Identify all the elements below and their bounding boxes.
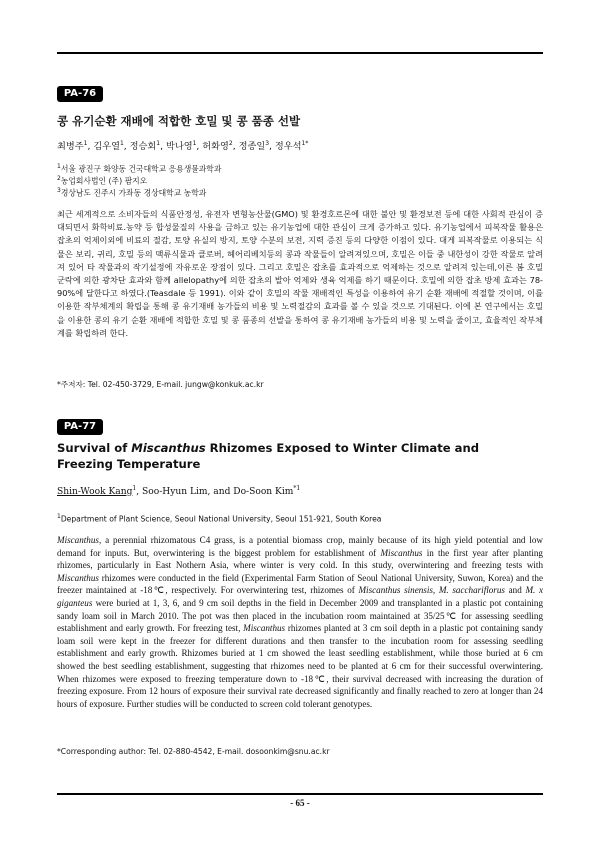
author: 김우열 [93, 141, 120, 152]
affiliation: $^2$농업회사법인 (주) 팜지오 [57, 175, 148, 186]
abstract-body: Miscanthus, a perennial rhizomatous C4 grass, is a potential biomass crop, mainly because of its high yield potential and low demand for inputs. But, overwintering is the biggest problem for establishment of Miscanthus in the first year after planting rhizomes, particularly in East Nothern Asia, where winter is very cold. In this study, overwintering and freezing tests with Miscanthus rhizomes were conducted in the field (Experimental Farm Station of Seoul National University, Suwon, Korea) and the freezer maintained at -18℃, respectively. For overwintering test, rhizomes of Miscanthus sinensis, M. sacchariflorus and M. x giganteus were buried at 1, 3, 6, and 9 cm soil depths in the field in December 2009 and transplanted in a plastic pot containing sandy loam soil in March 2010. The pot was then placed in the incubation room maintained at 35/25℃ for assessing seedling establishment and early growth. For freezing test, Miscanthus rhizomes planted at 3 cm soil depth in a plastic pot containing sandy loam soil were kept in the freezer for different durations and then transfer to the incubation room for assessing seedling establishment and early growth. Rhizomes buried at 1 cm showed the least seedling establishment, while those buried at 6 cm showed the best seedling establishment, suggesting that rhizomes need to be planted at 6 cm for their successful overwintering. When rhizomes were exposed to freezing temperature down to -18℃, their survival decreased with increasing the duration of freezing exposure. From 12 hours of exposure their survival rate decreased significantly and finally reached to zero at longer than 24 hours of exposure. Further studies will be conducted to screen cold tolerant genotypes. [57, 535, 544, 709]
corresponding-email: *Corresponding author: Tel. 02-880-4542, E-mail. dosoonkim@snu.ac.kr [57, 747, 330, 756]
affiliation: $^1$서울 광진구 화양동 건국대학교 응용생물과학과 [57, 163, 222, 174]
affiliation: $^1$Department of Plant Science, Seoul National University, Seoul 151-921, South Korea [57, 513, 382, 524]
author: 최병주 [57, 141, 84, 152]
abstract-title: 콩 유기순환 재배에 적합한 호밀 및 콩 품종 선발 [57, 114, 301, 128]
author-list: Shin-Wook Kang$^1$, Soo-Hyun Lim, and Do-Soon Kim$^{*1}$ [57, 485, 301, 498]
author: 정승회 [129, 141, 157, 152]
presenting-author: Shin-Wook Kang [57, 487, 133, 498]
author: 허화영 [202, 141, 229, 152]
bottom-rule [57, 793, 543, 795]
abstract-body: 최근 세계적으로 소비자들의 식품안정성, 유전자 변형농산물(GMO) 및 환경호르몬에 대한 불안 및 환경보전 등에 대한 사회적 관심이 증대되면서 화학비료․농약 등 합성물질의 사용을 금하고 있는 유기농업에 대한 관심이 크게 증가하고 있다. 유기농업에서 피복작물 활용은 잡초의 억제이외에 비료의 절감, 토양 유실의 방지, 토양 수분의 보전, 지력 증진 등의 다양한 이점이 있다. 대게 피복작물로 이용되는 식물은 보리, 귀리, 호밀 등의 맥류식물과 클로버, 헤어리베치등의 콩과 작물들이 알려져있으며, 호밀은 이들 중 내한성이 강한 작물로 알려져 있어 타 작물과의 작기설정에 자유로운 장점이 있다. 그리고 호밀은 잡초를 효과적으로 억제하는 것으로 알려져 있는데,이른 봄 호밀 군락에 의한 광차단 효과와 함께 allelopathy에 의한 잡초의 발아 억제와 생육 억제를 하기 때문이다. 호밀에 의한 잡초 방제 효과는 78-90%에 달한다고 하였다.(Teasdale 등 1991). 이와 같이 호밀의 작물 재배적인 특성을 이용하여 유기 순환 재배에 적절할 것이며, 이를 이용한 작부체계의 확립을 통해 콩 유기재배 농가들의 비용 및 노력절감의 효과를 볼 수 있을 것으로 기대된다. 이에 본 연구에서는 호밀을 이용한 콩의 유기 순환 재배에 적합한 호밀 및 콩 품종의 선발을 통하여 콩 유기재배 농가들의 비용 및 노력을 줄이고, 효율적인 작부체계를 확립하려 한다. [57, 209, 543, 338]
author-list: 최병주$^1$, 김우열$^1$, 정승회$^1$, 박나영$^1$, 허화영$^2$, 정종일$^3$, 정우석$^{1*}$ [57, 139, 309, 152]
page-number: - 65 - [290, 798, 310, 808]
author: 정우석 [274, 141, 302, 152]
corresponding-email: *주저자: Tel. 02-450-3729, E-mail. jungw@konkuk.ac.kr [57, 380, 264, 389]
affiliation: $^3$경상남도 진주시 가좌동 경상대학교 농학과 [57, 187, 207, 198]
abstract-id-badge: PA-77 [57, 419, 103, 435]
top-rule [57, 52, 543, 54]
abstract-title: Survival of Miscanthus Rhizomes Exposed to Winter Climate and Freezing Temperature [57, 441, 480, 471]
author: 박나영 [165, 141, 193, 152]
abstract-id-badge: PA-76 [57, 86, 103, 102]
author: 정종일 [238, 141, 266, 152]
